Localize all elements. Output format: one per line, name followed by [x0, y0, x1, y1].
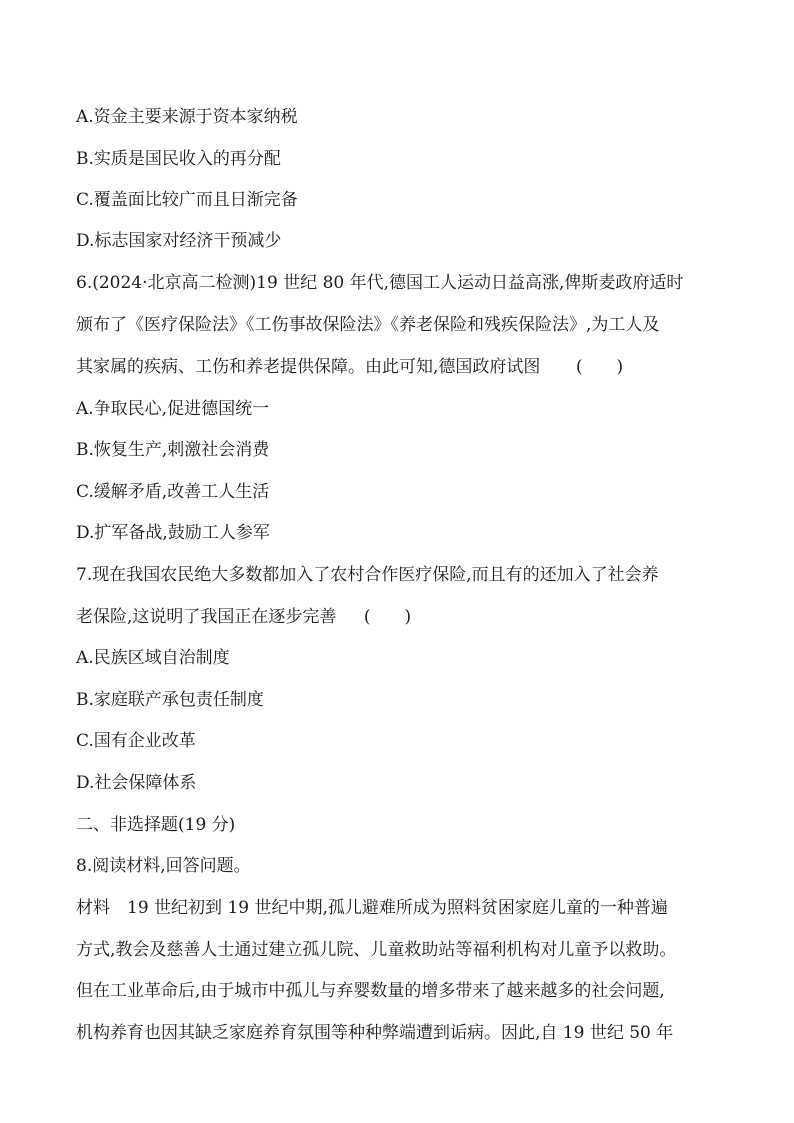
q6-stem-line-3	[76, 356, 726, 378]
q5-option-c: C.覆盖面比较广而且日渐完备	[76, 190, 298, 210]
q6-option-b: B.恢复生产,刺激社会消费	[76, 440, 270, 460]
section-2-title: 二、非选择题(19 分)	[76, 815, 236, 835]
q8-material-line-3: 但在工业革命后,由于城市中孤儿与弃婴数量的增多带来了越来越多的社会问题,	[76, 981, 665, 1001]
q7-option-b: B.家庭联产承包责任制度	[76, 690, 264, 710]
q7-option-d: D.社会保障体系	[76, 773, 197, 793]
q8-material-line-1: 材料 19 世纪初到 19 世纪中期,孤儿避难所成为照料贫困家庭儿童的一种普遍	[76, 898, 668, 918]
q6-stem-text: 其家属的疾病、工伤和养老提供保障。由此可知,德国政府试图	[76, 357, 541, 377]
q6-option-d: D.扩军备战,鼓励工人参军	[76, 523, 270, 543]
q7-option-c: C.国有企业改革	[76, 731, 196, 751]
q5-option-b: B.实质是国民收入的再分配	[76, 149, 281, 169]
q8-material-line-4: 机构养育也因其缺乏家庭养育氛围等种种弊端遭到诟病。因此,自 19 世纪 50 年	[76, 1023, 674, 1043]
q7-stem-line-1: 7.现在我国农民绝大多数都加入了农村合作医疗保险,而且有的还加入了社会养	[76, 565, 659, 585]
q6-stem-line-2: 颁布了《医疗保险法》《工伤事故保险法》《养老保险和残疾保险法》,为工人及	[76, 315, 660, 335]
q6-stem-line-1: 6.(2024·北京高二检测)19 世纪 80 年代,德国工人运动日益高涨,俾斯麦政府适时	[76, 273, 684, 293]
q6-option-c: C.缓解矛盾,改善工人生活	[76, 482, 270, 502]
q7-answer-blank: ( )	[363, 607, 412, 627]
q8-stem: 8.阅读材料,回答问题。	[76, 856, 251, 876]
q6-option-a: A.争取民心,促进德国统一	[76, 399, 270, 419]
q7-stem-line-2	[76, 606, 726, 628]
q8-material-line-2: 方式,教会及慈善人士通过建立孤儿院、儿童救助站等福利机构对儿童予以救助。	[76, 940, 677, 960]
q7-option-a: A.民族区域自治制度	[76, 648, 230, 668]
q5-option-d: D.标志国家对经济干预减少	[76, 231, 282, 251]
q5-option-a: A.资金主要来源于资本家纳税	[76, 107, 298, 127]
q6-answer-blank: ( )	[575, 357, 624, 377]
q7-stem-text: 老保险,这说明了我国正在逐步完善	[76, 607, 337, 627]
